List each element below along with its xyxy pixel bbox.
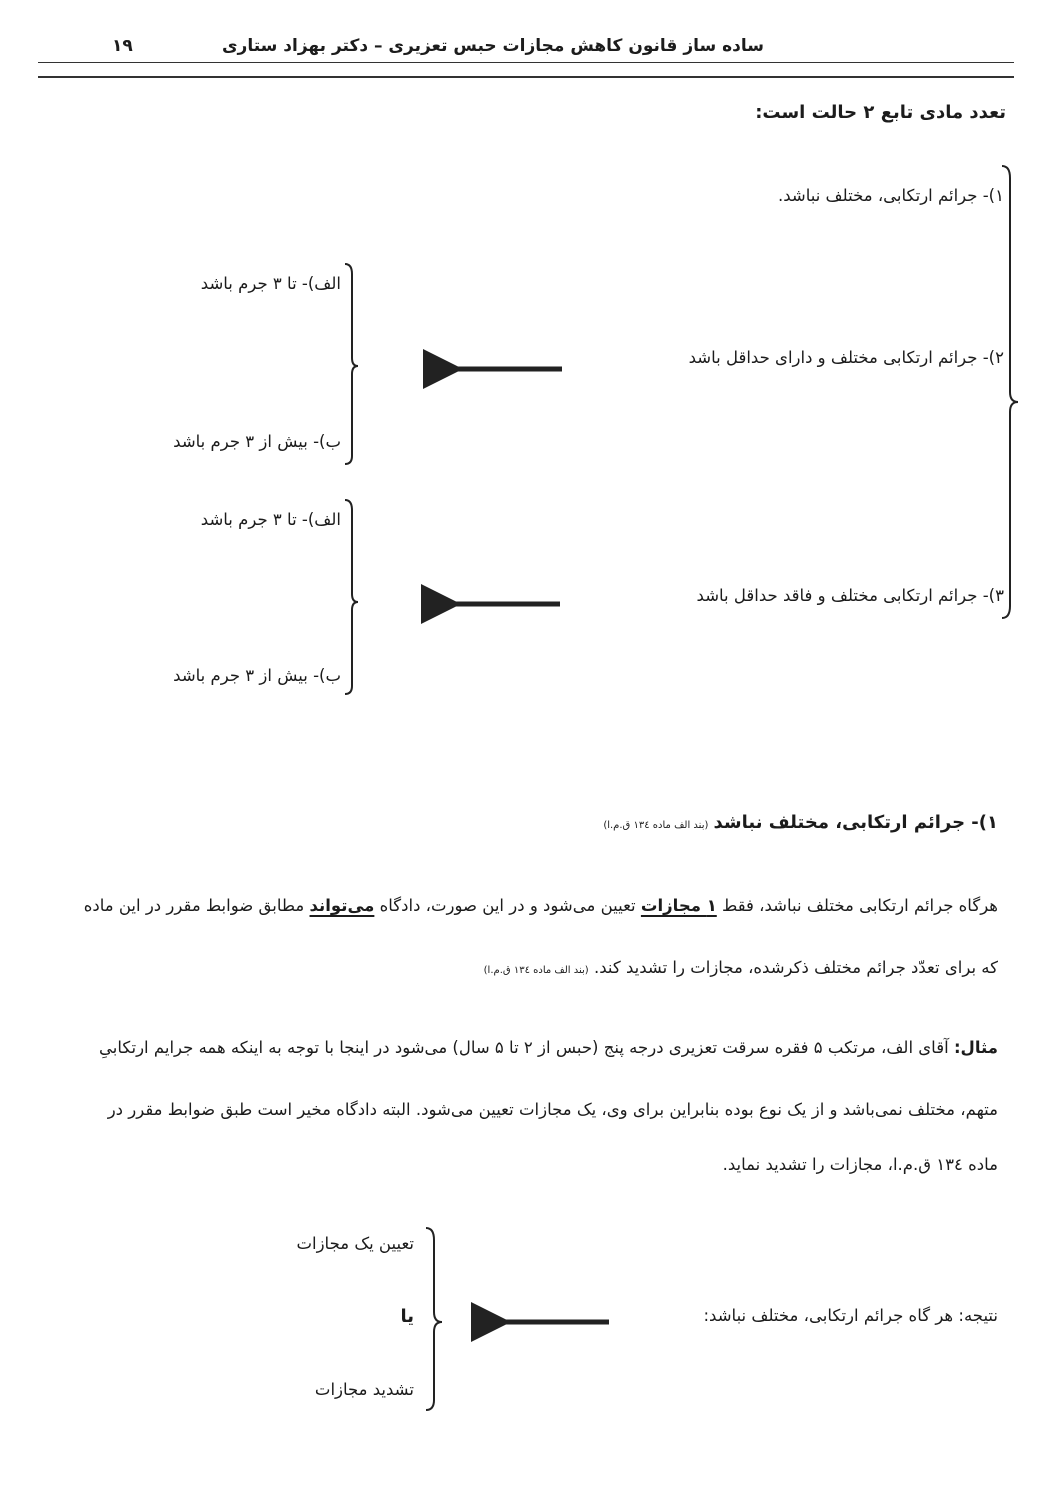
- para1-part3: مطابق ضوابط مقرر در این ماده: [83, 896, 305, 915]
- page-number: ۱۹: [112, 36, 133, 56]
- conclusion-text: هر گاه جرائم ارتکابی، مختلف نباشد:: [703, 1306, 954, 1325]
- para1-emphasis-may: می‌تواند: [309, 896, 375, 915]
- example-line-3: ماده ۱۳٤ ق.م.ا، مجازات را تشدید نماید.: [722, 1155, 998, 1174]
- para1-ref: (بند الف ماده ۱۳٤ ق.م.ا): [483, 965, 589, 976]
- case-3-label: ۳)- جرائم ارتکابی مختلف و فاقد حداقل باشد: [696, 586, 1004, 605]
- case-3-sub-a: الف)- تا ۳ جرم باشد: [200, 510, 341, 529]
- case-2-label: ۲)- جرائم ارتکابی مختلف و دارای حداقل باشد: [688, 348, 1004, 367]
- case-3-sub-brace: [345, 500, 358, 694]
- para1-part2: تعیین می‌شود و در این صورت، دادگاه: [379, 896, 636, 915]
- case-2-sub-a: الف)- تا ۳ جرم باشد: [200, 274, 341, 293]
- example-line1-text: آقای الف، مرتکب ۵ فقره سرقت تعزیری درجه پنج (حبس از ۲ تا ۵ سال) می‌شود در اینجا با توجه به اینکه همه جرایم ارتکابیِ: [99, 1038, 949, 1057]
- main-brace: [1002, 166, 1018, 618]
- para1-part1: هرگاه جرائم ارتکابی مختلف نباشد، فقط: [722, 896, 998, 915]
- section-1-title-text: ۱)- جرائم ارتکابی، مختلف نباشد: [713, 812, 998, 833]
- case-1-label: ۱)- جرائم ارتکابی، مختلف نباشد.: [777, 186, 1004, 205]
- case-2-sub-brace: [345, 264, 358, 464]
- diagram-heading: تعدد مادی تابع ۲ حالت است:: [755, 102, 1006, 123]
- running-header-title: ساده ساز قانون کاهش مجازات حبس تعزیری – دکتر بهزاد ستاری: [221, 36, 764, 56]
- conclusion-brace: [426, 1228, 442, 1410]
- conclusion-or: یا: [400, 1306, 414, 1327]
- case-3-sub-b: ب)- بیش از ۳ جرم باشد: [173, 666, 341, 685]
- section-1-title-ref: (بند الف ماده ۱۳٤ ق.م.ا): [603, 820, 709, 831]
- conclusion-label: نتیجه:: [958, 1306, 998, 1325]
- conclusion-option-2: تشدید مجازات: [314, 1380, 414, 1399]
- case-2-sub-b: ب)- بیش از ۳ جرم باشد: [173, 432, 341, 451]
- para1-emphasis-one-penalty: ۱ مجازات: [640, 896, 717, 915]
- example-label: مثال:: [953, 1038, 998, 1057]
- conclusion-option-1: تعیین یک مجازات: [296, 1234, 414, 1253]
- example-line-2: متهم، مختلف نمی‌باشد و از یک نوع بوده بنابراین برای وی، یک مجازات تعیین می‌شود. البته دادگاه مخیر است طبق ضوابط مقرر در: [107, 1100, 998, 1119]
- para1-line2-text: که برای تعدّد جرائم مختلف ذکرشده، مجازات را تشدید کند.: [593, 958, 998, 977]
